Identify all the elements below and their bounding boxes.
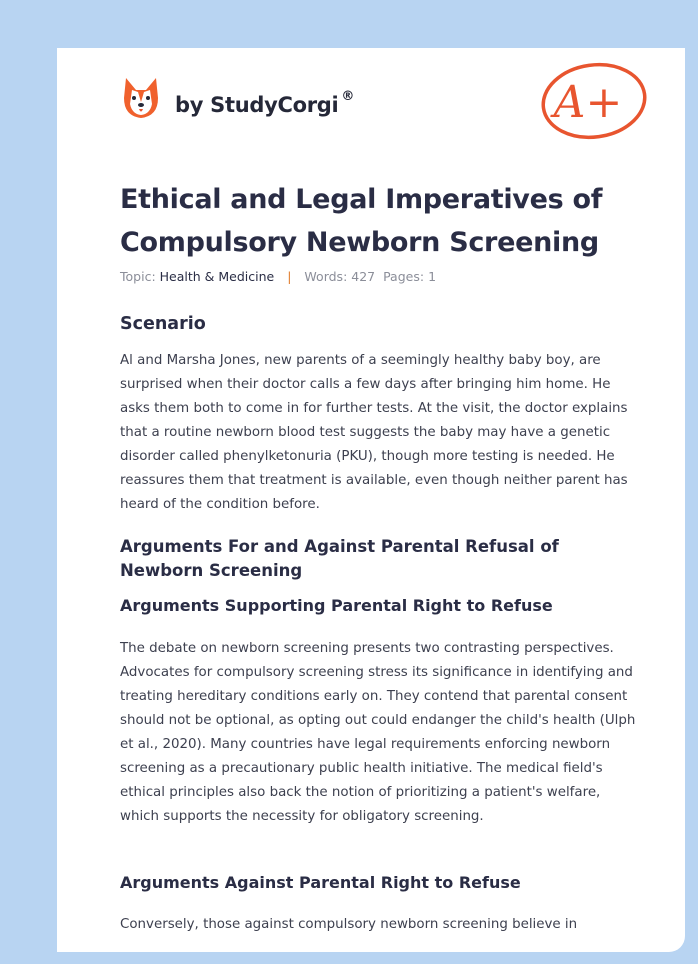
supporting-heading: Arguments Supporting Parental Right to Refuse xyxy=(120,596,553,615)
a-plus-grade-icon xyxy=(538,60,650,142)
meta-separator: | xyxy=(287,269,292,284)
registered-mark: ® xyxy=(341,89,355,104)
corgi-logo-icon[interactable] xyxy=(122,76,160,120)
topic-link[interactable]: Health & Medicine xyxy=(159,269,275,284)
topic-label: Topic: xyxy=(120,269,156,284)
meta-info xyxy=(120,269,636,284)
words-label: Words: xyxy=(304,269,348,284)
pages-label: Pages: xyxy=(383,269,425,284)
grade-label: A+ xyxy=(553,77,623,128)
document-page xyxy=(57,48,685,952)
against-heading: Arguments Against Parental Right to Refuse xyxy=(120,873,521,892)
supporting-paragraph: The debate on newborn screening presents two contrasting perspectives. Advocates for compulsory screening stress its significance in identifying and treating hereditary conditions early on. They contend that parental consent should not be optional, as opting out could endanger the child's health (Ulph et al., 2020). Many countries have legal requirements enforcing newborn screening as a precautionary public health initiative. The medical field's ethical principles also back the notion of prioritizing a patient's welfare, which supports the necessity for obligatory screening. xyxy=(120,641,636,824)
words-value: 427 xyxy=(351,269,376,284)
page-title: Ethical and Legal Imperatives of Compulsory Newborn Screening xyxy=(120,184,603,258)
scenario-heading: Scenario xyxy=(120,314,206,334)
brand-name[interactable] xyxy=(175,89,355,117)
pages-value: 1 xyxy=(428,269,437,284)
brand-text: by StudyCorgi xyxy=(175,93,339,117)
arguments-heading: Arguments For and Against Parental Refusal of Newborn Screening xyxy=(120,537,559,580)
scenario-paragraph: Al and Marsha Jones, new parents of a seemingly healthy baby boy, are surprised when their doctor calls a few days after bringing him home. He asks them both to come in for further tests. At the visit, the doctor explains that a routine newborn blood test suggests the baby may have a genetic disorder called phenylketonuria (PKU), though more testing is needed. He reassures them that treatment is available, even though neither parent has heard of the condition before. xyxy=(120,353,628,512)
against-paragraph: Conversely, those against compulsory newborn screening believe in xyxy=(120,917,578,932)
